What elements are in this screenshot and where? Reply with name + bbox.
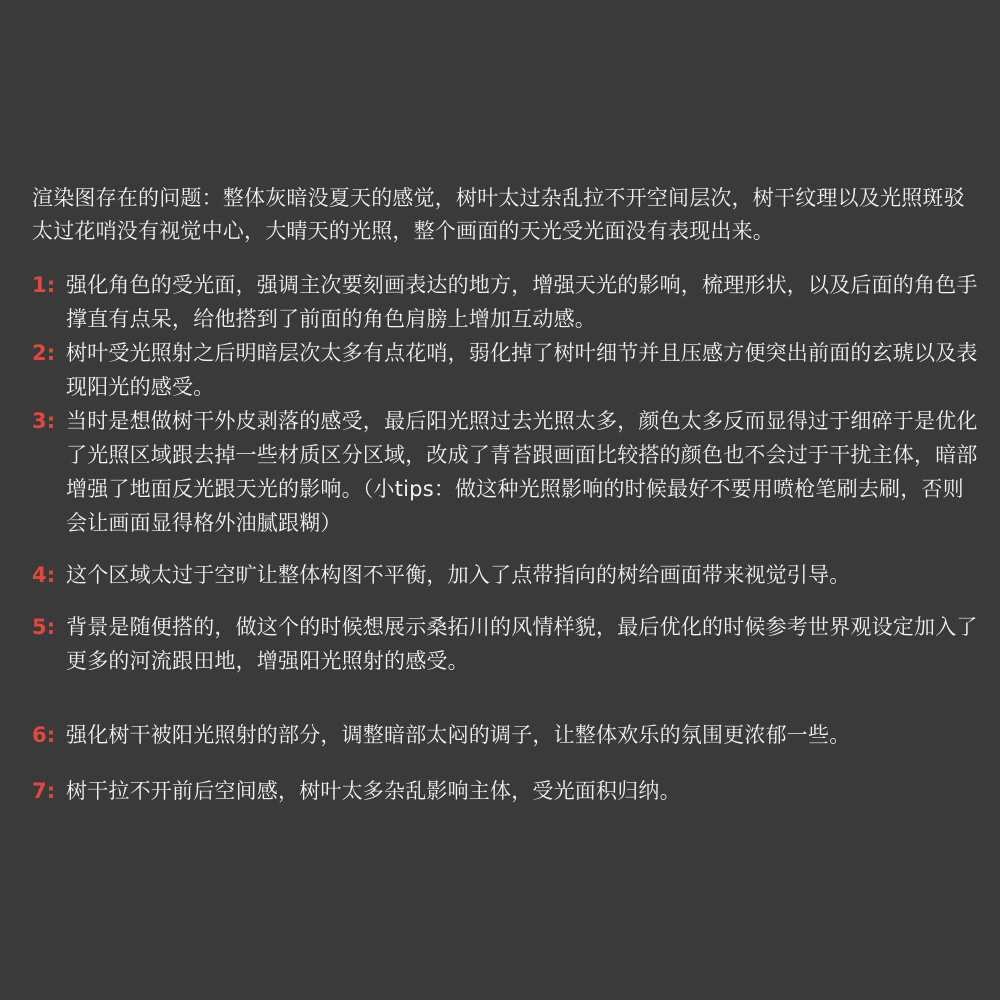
- item-number: 6:: [32, 723, 56, 747]
- list-item: [32, 404, 982, 540]
- item-number: 2:: [32, 341, 56, 365]
- list-item: [32, 268, 982, 336]
- item-number: 5:: [32, 615, 56, 639]
- item-text: 树叶受光照射之后明暗层次太多有点花哨，弱化掉了树叶细节并且压感方便突出前面的玄琥以及表现阳光的感受。: [66, 341, 978, 399]
- list-item: [32, 336, 982, 404]
- list-item: [32, 774, 982, 808]
- item-text: 这个区域太过于空旷让整体构图不平衡，加入了点带指向的树给画面带来视觉引导。: [66, 563, 851, 587]
- list-item: [32, 558, 982, 592]
- item-number: 3:: [32, 409, 56, 433]
- item-text: 树干拉不开前后空间感，树叶太多杂乱影响主体，受光面积归纳。: [66, 779, 681, 803]
- item-text: 强化树干被阳光照射的部分，调整暗部太闷的调子，让整体欢乐的氛围更浓郁一些。: [66, 723, 851, 747]
- item-text: 强化角色的受光面，强调主次要刻画表达的地方，增强天光的影响，梳理形状，以及后面的角色手撑直有点呆，给他搭到了前面的角色肩膀上增加互动感。: [66, 273, 978, 331]
- notes-document: [32, 182, 982, 808]
- item-number: 4:: [32, 563, 56, 587]
- item-number: 1:: [32, 273, 56, 297]
- item-text: 当时是想做树干外皮剥落的感受，最后阳光照过去光照太多，颜色太多反而显得过于细碎于是优化了光照区域跟去掉一些材质区分区域，改成了青苔跟画面比较搭的颜色也不会过于干扰主体，暗部增强了地面反光跟天光的影响。（小tips：做这种光照影响的时候最好不要用喷枪笔刷去刷，否则会让画面显得格外油腻跟糊）: [66, 409, 978, 535]
- item-text: 背景是随便搭的，做这个的时候想展示桑拓川的风情样貌，最后优化的时候参考世界观设定加入了更多的河流跟田地，增强阳光照射的感受。: [66, 615, 978, 673]
- list-item: [32, 610, 982, 678]
- intro-paragraph: 渲染图存在的问题：整体灰暗没夏天的感觉，树叶太过杂乱拉不开空间层次，树干纹理以及光照斑驳太过花哨没有视觉中心，大晴天的光照，整个画面的天光受光面没有表现出来。: [32, 186, 965, 243]
- list-item: [32, 718, 982, 752]
- item-number: 7:: [32, 779, 56, 803]
